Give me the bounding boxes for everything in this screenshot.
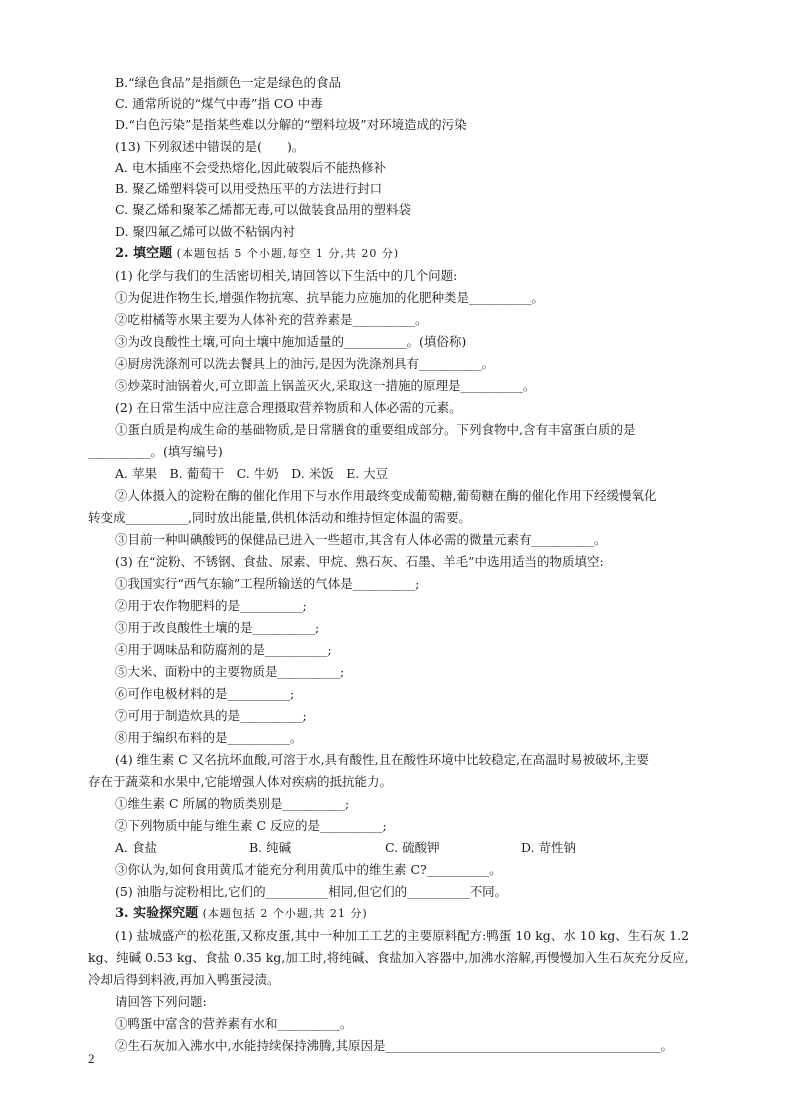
q3-1-prompt: 请回答下列问题: (115, 994, 207, 1009)
section-3-note: (本题包括 2 个小题,共 21 分) (202, 907, 368, 920)
q2-1-item-3: ③为改良酸性土壤,可向土壤中施加适量的__________。(填俗称) (115, 334, 467, 349)
q2-4-stem-cont: 存在于蔬菜和水果中,它能增强人体对疾病的抵抗能力。 (88, 774, 392, 789)
q3-1-item-2: ②生石灰加入沸水中,水能持续保持沸腾,其原因是____________________________________________。 (115, 1038, 673, 1053)
q3-1-stem: (1) 盐城盛产的松花蛋,又称皮蛋,其中一种加工工艺的主要原料配方:鸭蛋 10 kg、水 10 kg、生石灰 1.2 (115, 928, 690, 943)
section-3-heading (115, 906, 715, 922)
q2-2-item-1: ①蛋白质是构成生命的基础物质,是日常膳食的重要组成部分。下列食物中,含有丰富蛋白质的是 (115, 422, 636, 437)
option-12b: B.“绿色食品”是指颜色一定是绿色的食品 (115, 75, 341, 90)
option-a: A. 食盐 (115, 840, 157, 855)
q2-2-item-2-cont: 转变成__________,同时放出能量,供机体活动和维持恒定体温的需要。 (88, 510, 471, 525)
section-2-title: 2. 填空题 (115, 246, 173, 261)
q2-4-item-1: ①维生素 C 所属的物质类别是__________; (115, 796, 350, 811)
q3-1-item-1: ①鸭蛋中富含的营养素有水和__________。 (115, 1016, 353, 1031)
section-2-note: (本题包括 5 个小题,每空 1 分,共 20 分) (176, 247, 400, 260)
q3-1-stem-cont-1: kg、纯碱 0.53 kg、食盐 0.35 kg,加工时,将纯碱、食盐加入容器中,加沸水溶解,再慢慢加入生石灰充分反应, (88, 950, 689, 965)
q2-3-item-1: ①我国实行“西气东输”工程所输送的气体是__________; (115, 576, 420, 591)
q2-3-item-6: ⑥可作电极材料的是__________; (115, 686, 295, 701)
q2-2-item-1-cont: __________。(填写编号) (88, 444, 223, 459)
option-12c: C. 通常所说的“煤气中毒”指 CO 中毒 (115, 96, 323, 111)
q2-3-item-5: ⑤大米、面粉中的主要物质是__________; (115, 664, 345, 679)
q2-1-stem: (1) 化学与我们的生活密切相关,请回答以下生活中的几个问题: (115, 268, 458, 283)
q2-3-item-3: ③用于改良酸性土壤的是__________; (115, 620, 320, 635)
q2-3-item-8: ⑧用于编织布料的是__________。 (115, 730, 303, 745)
q2-4-item-3: ③你认为,如何食用黄瓜才能充分利用黄瓜中的维生素 C?__________。 (115, 862, 502, 877)
q2-2-options: A. 苹果 B. 葡萄干 C. 牛奶 D. 米饭 E. 大豆 (115, 466, 389, 481)
q2-2-stem: (2) 在日常生活中应注意合理摄取营养物质和人体必需的元素。 (115, 400, 462, 415)
q3-1-stem-cont-2: 冷却后得到料液,再加入鸭蛋浸渍。 (88, 972, 280, 987)
q2-2-item-2: ②人体摄入的淀粉在酶的催化作用下与水作用最终变成葡萄糖,葡萄糖在酶的催化作用下经缓慢氧化 (115, 488, 657, 503)
option-c: C. 硫酸钾 (385, 840, 440, 855)
q2-3-item-2: ②用于农作物肥料的是__________; (115, 598, 307, 613)
section-3-title: 3. 实验探究题 (115, 906, 199, 921)
q2-1-item-2: ②吃柑橘等水果主要为人体补充的营养素是__________。 (115, 312, 428, 327)
option-13b: B. 聚乙烯塑料袋可以用受热压平的方法进行封口 (115, 181, 383, 196)
q2-3-item-7: ⑦可用于制造炊具的是__________; (115, 708, 307, 723)
option-13c: C. 聚乙烯和聚苯乙烯都无毒,可以做装食品用的塑料袋 (115, 202, 412, 217)
page-number: 2 (88, 1051, 95, 1066)
option-13a: A. 电木插座不会受热熔化,因此破裂后不能热修补 (115, 160, 386, 175)
q2-1-item-4: ④厨房洗涤剂可以洗去餐具上的油污,是因为洗涤剂具有__________。 (115, 356, 494, 371)
q2-4-stem: (4) 维生素 C 又名抗坏血酸,可溶于水,具有酸性,且在酸性环境中比较稳定,在高温时易被破坏,主要 (115, 752, 650, 767)
option-13d: D. 聚四氟乙烯可以做不粘锅内衬 (115, 224, 296, 239)
question-13: (13) 下列叙述中错误的是( )。 (115, 139, 305, 154)
q2-1-item-5: ⑤炒菜时油锅着火,可立即盖上锅盖灭火,采取这一措施的原理是__________。 (115, 378, 536, 393)
q2-3-stem: (3) 在“淀粉、不锈钢、食盐、尿素、甲烷、熟石灰、石墨、羊毛”中选用适当的物质填空: (115, 554, 604, 569)
option-b: B. 纯碱 (249, 840, 292, 855)
option-12d: D.“白色污染”是指某些难以分解的“塑料垃圾”对环境造成的污染 (115, 117, 467, 132)
section-2-heading (115, 246, 715, 262)
q2-2-item-3: ③目前一种叫碘酸钙的保健品已进入一些超市,其含有人体必需的微量元素有__________。 (115, 532, 607, 547)
q2-3-item-4: ④用于调味品和防腐剂的是__________; (115, 642, 332, 657)
q2-5: (5) 油脂与淀粉相比,它们的__________相同,但它们的__________不同。 (115, 884, 508, 899)
q2-4-item-2: ②下列物质中能与维生素 C 反应的是__________; (115, 818, 387, 833)
option-d: D. 苛性钠 (521, 840, 577, 855)
q2-1-item-1: ①为促进作物生长,增强作物抗寒、抗旱能力应施加的化肥种类是__________。 (115, 290, 544, 305)
